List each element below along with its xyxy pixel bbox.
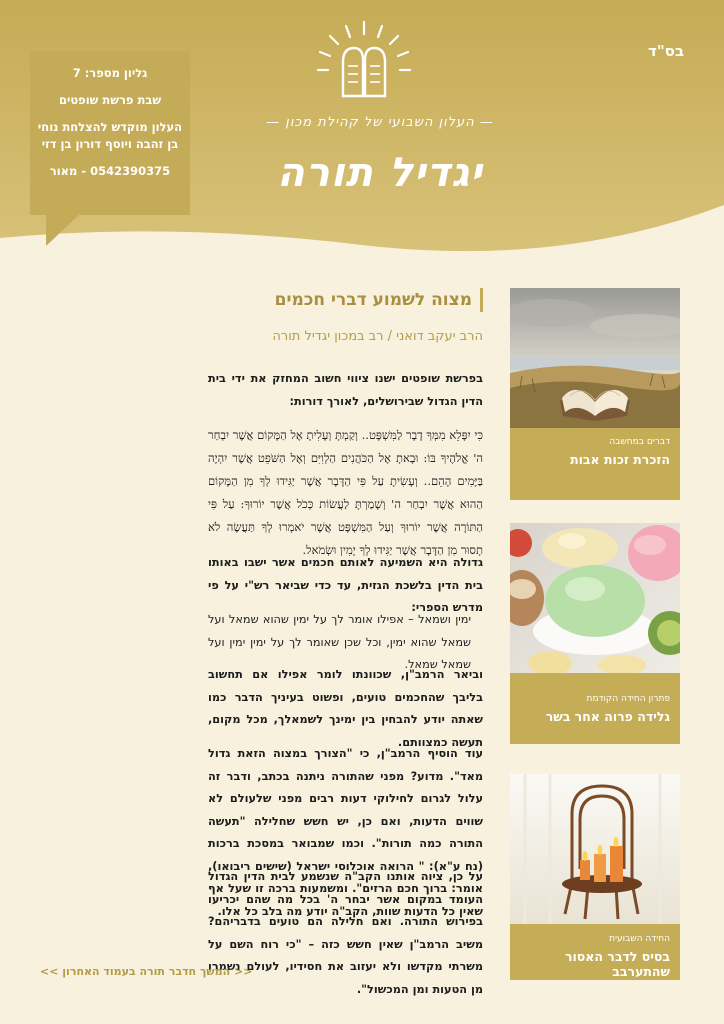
issue-number: גליון מספר: 7 xyxy=(72,66,148,80)
tablets-logo-icon xyxy=(316,20,412,102)
sidebar-card-prev-riddle[interactable] xyxy=(510,523,680,744)
article-title: מצוה לשמוע דברי חכמים xyxy=(208,288,483,312)
brand-title: יגדיל תורה xyxy=(277,150,483,196)
card-headline: גלידה פרוה אחר בשר xyxy=(545,709,670,724)
card-category: פתרון החידה הקודמת xyxy=(586,694,670,704)
contact-phone: 0542390375 - מאור xyxy=(49,164,171,179)
paragraph-ramban-1: וביאר הרמב"ן, שכוונתו לומר אפילו אם תחשוב בליבך שהחכמים טועים, ופשוט בעיניך הדבר כמו שאתה יודע להבחין בין ימינך לשמאלך, מכל מקום, תעשה כמצוותם. xyxy=(208,668,483,749)
callout-tail xyxy=(46,214,80,246)
dedication-line-1: העלון מוקדש להצלחת נוחי xyxy=(37,119,183,134)
torah-verse: כִּי יִפָּלֵא מִמְּךָ דָבָר לַמִּשְׁפָּט.. וְקַמְתָּ וְעָלִיתָ אֶל הַמָּקוֹם אֲשֶׁר יִבְחַר ה' אֱלֹהֶיךָ בּוֹ: וּבָאתָ אֶל הַכֹּהֲנִים הַלְוִיִּם וְאֶל הַשֹּׁפֵט אֲשֶׁר יִהְיֶה בַּיָּמִים הָהֵם.. וְעָשִׂיתָ עַל פִּי הַדָּבָר אֲשֶׁר יַגִּידוּ לְךָ מִן הַמָּקוֹם הַהוּא אֲשֶׁר יִבְחַר ה' וְשָׁמַרְתָּ לַעֲשׂוֹת כְּכֹל אֲשֶׁר יוֹרוּךָ: עַל פִּי הַתּוֹרָה אֲשֶׁר יוֹרוּךָ וְעַל הַמִּשְׁפָּט אֲשֶׁר יֹאמְרוּ לְךָ תַּעֲשֶׂה לֹא תָסוּר מִן הַדָּבָר אֲשֶׁר יַגִּידוּ לְךָ יָמִין וּשְׂמֹאל. xyxy=(208,428,483,557)
card-headline: הזכרת זכות אבות xyxy=(570,452,670,467)
paragraph-rashi: גדולה היא השמיעה לאותם חכמים אשר ישבו באותו בית הדין בלשכת הגזית, עד כדי שביאר רש"י על פי מדרש הספרי: xyxy=(208,556,483,614)
rashi-quote: ימין ושמאל – אפילו אומר לך על ימין שהוא שמאל ועל שמאל שהוא ימין, וכל שכן שאומר לך על ימין ימין ועל שמאל שמאל. xyxy=(208,613,471,671)
sidebar-card-thoughts[interactable] xyxy=(510,288,680,500)
continue-link[interactable]: << המשך חדבר תורה בעמוד האחרון >> xyxy=(40,965,253,978)
card-category: דברים במחשבה xyxy=(609,437,670,447)
dedication-line-2: בן זהבה ויוסף דורון בן דזי xyxy=(41,137,179,152)
paragraph-ramban-2: עוד הוסיף הרמב"ן, כי "הצורך במצוה הזאת גדול מאד". מדוע? מפני שהתורה ניתנה בכתב, ודבר זה עלול לגרום לחילוקי דעות רבים מפני שלעולם לא שווים הדעות, ואם כן, יש חשש שחלילה "תעשה התורה כמה תורות". וכמו שמבואר במסכת ברכות (נח ע"א): " הרואה אוכלוסי ישראל (שישים ריבואו), אומר: ברוך חכם הרזים". ומשמעות ברכה זו שעל אף שאין כל הדעות שוות, הקב"ה יודע מה בלב כל אלו. xyxy=(208,747,483,918)
sidebar-card-weekly-riddle[interactable] xyxy=(510,774,680,980)
article-byline: הרב יעקב דואני / רב במכון יגדיל תורה xyxy=(272,329,483,344)
parasha-name: שבת פרשת שופטים xyxy=(58,92,162,107)
chair-candles-image xyxy=(510,774,680,924)
issue-callout xyxy=(30,51,190,215)
paragraph-intro: בפרשת שופטים ישנו ציווי חשוב המחזק את ידי בית הדין הגדול שבירושלים, לאורך דורות: xyxy=(208,372,483,408)
ice-cream-image xyxy=(510,523,680,673)
paragraph-conclusion: על כן, ציוה אותנו הקב"ה שנשמע לבית הדין הגדול העומד במקום אשר יבחר ה' בכל מה שהם יכריעו בפירוש התורה. ואם חלילה הם טועים בדבריהם? משיב הרמב"ן שאין חשש כזה – "כי רוח השם על משרתי מקדשו ולא יעזוב את חסידיו, לעולם נשמרו מן הטעות ומן המכשול". xyxy=(208,870,483,996)
card-category: החידה השבועית xyxy=(609,934,670,944)
book-on-dunes-image xyxy=(510,288,680,428)
corner-mark: בס"ד xyxy=(648,42,684,60)
newsletter-subtitle: — העלון השבועי של קהילת מכון — xyxy=(266,115,494,130)
card-headline: בסיס לדבר האסור שהתערבב xyxy=(564,949,670,979)
